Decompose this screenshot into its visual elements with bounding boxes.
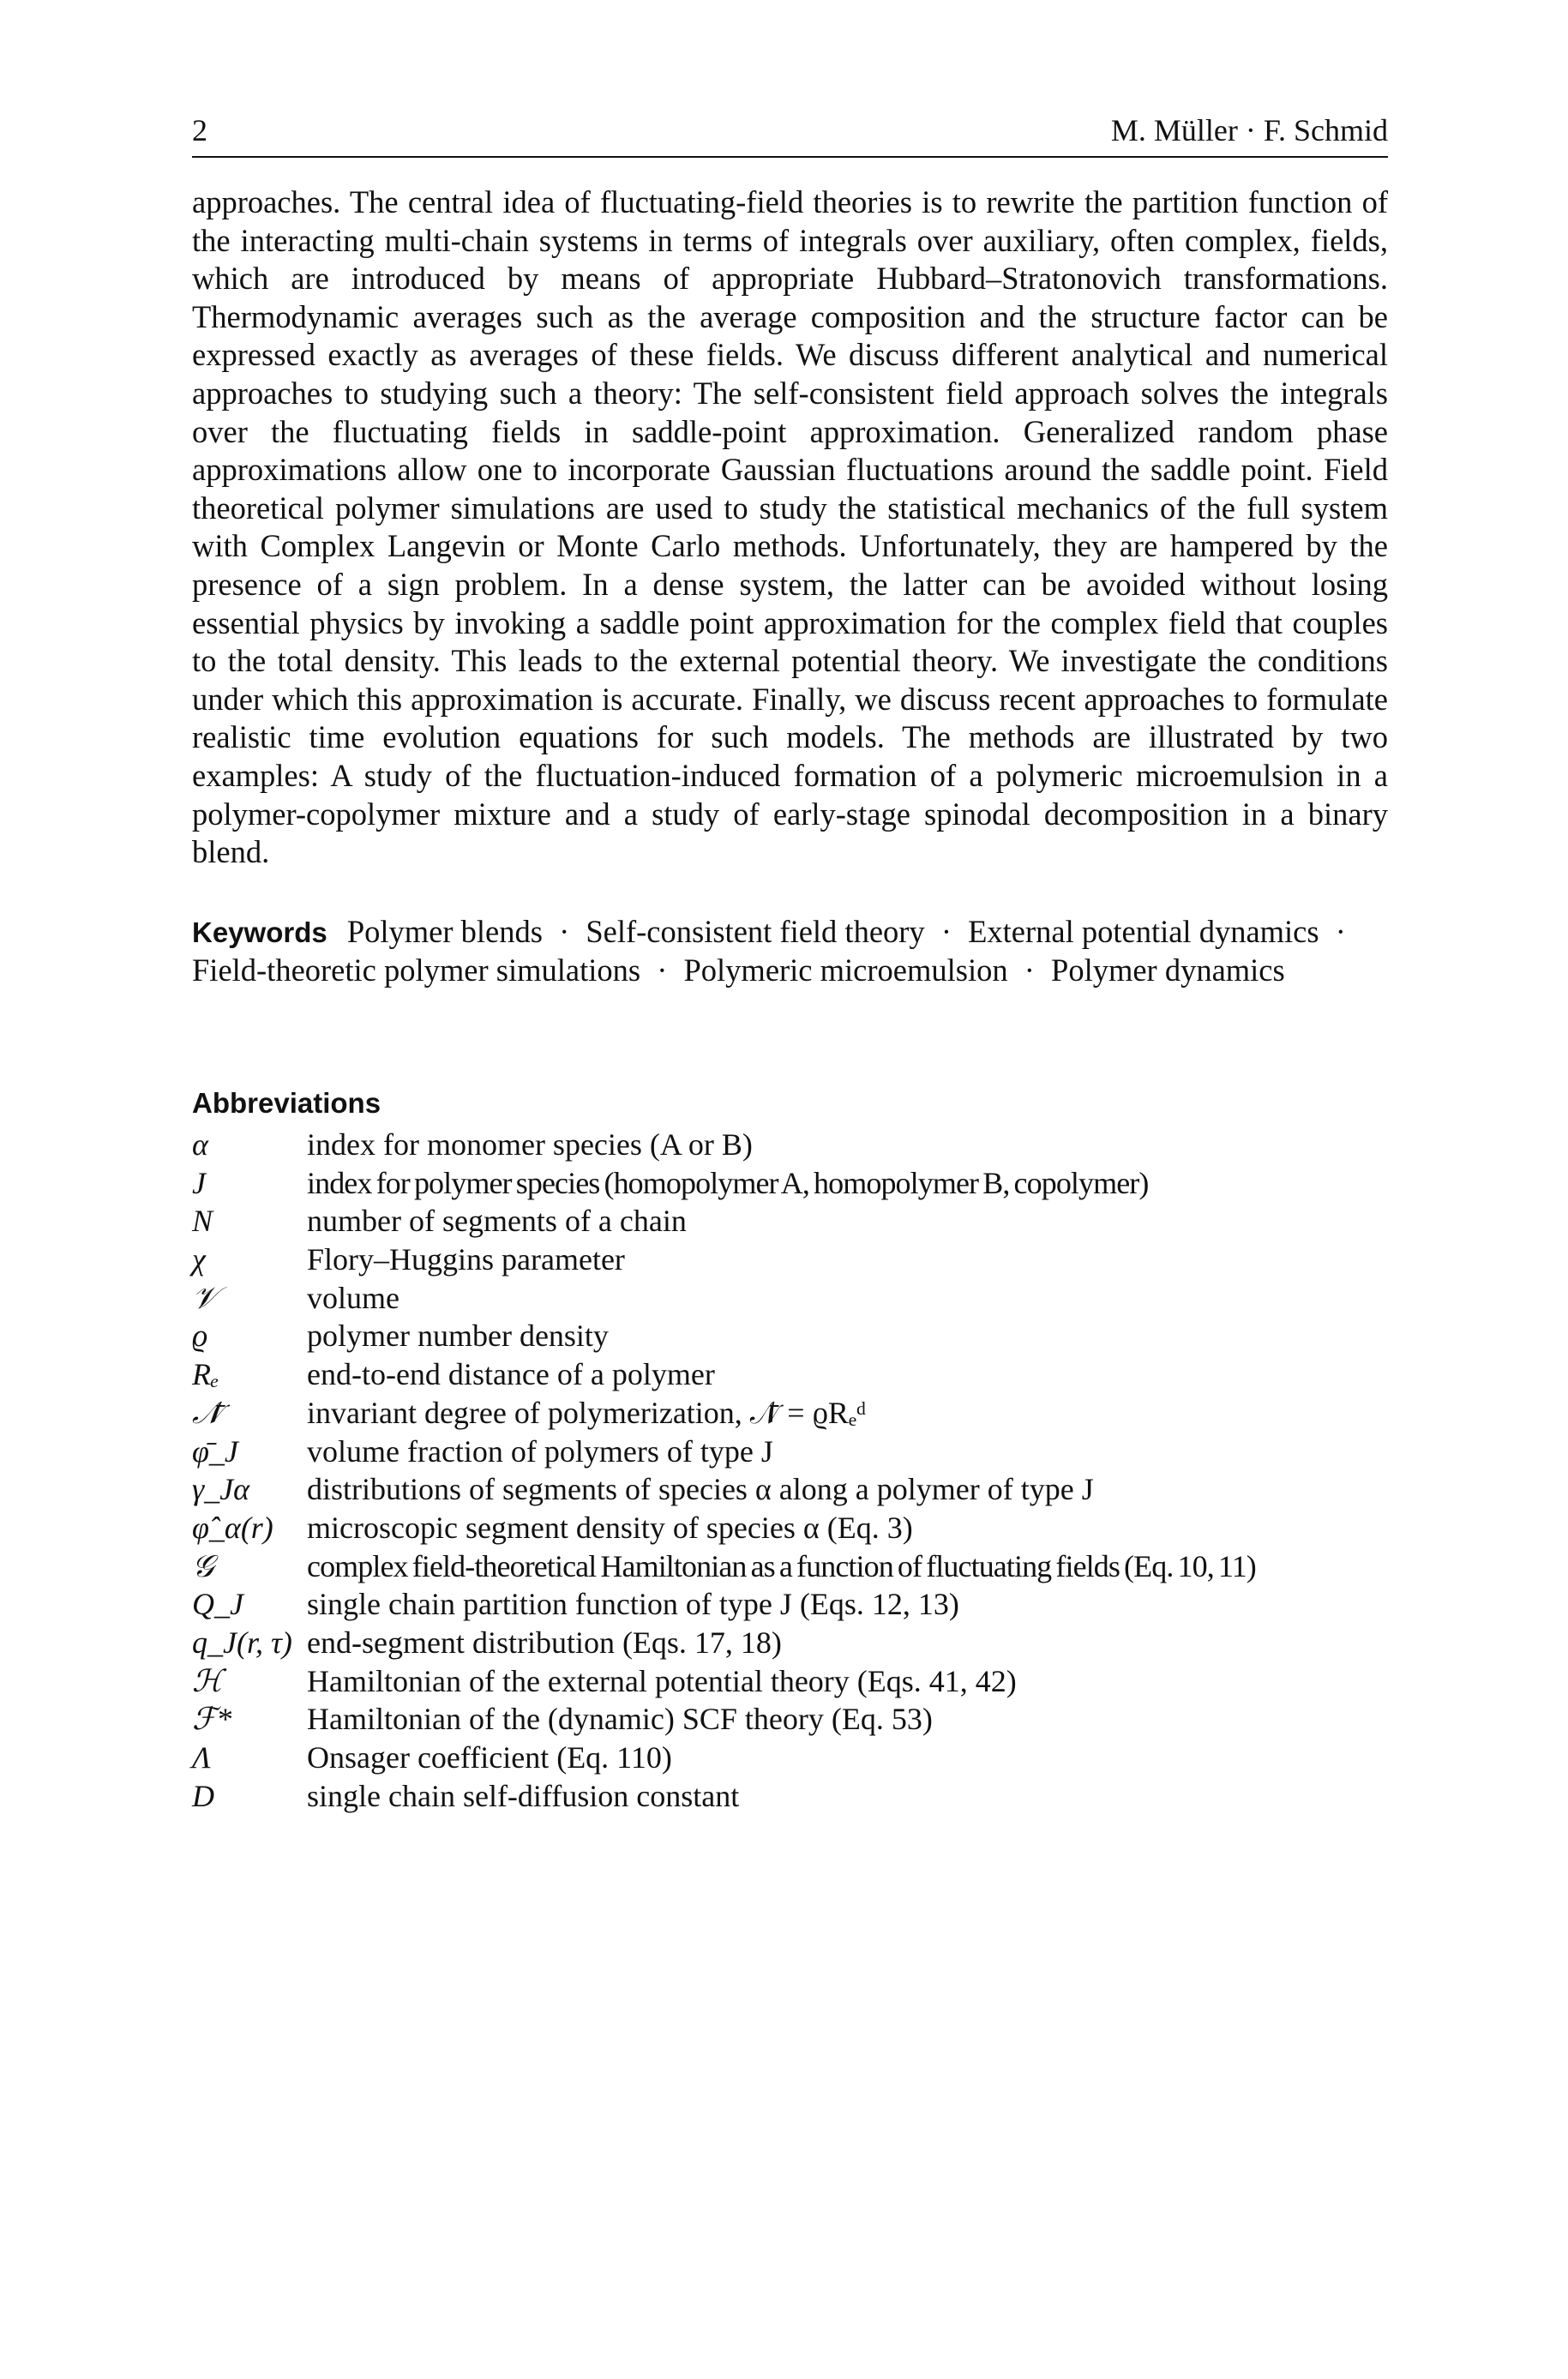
running-head-authors: M. Müller · F. Schmid	[1110, 113, 1388, 147]
abstract-text: approaches. The central idea of fluctuating-field theories is to rewrite the partition function of the interacting multi-chain systems in terms of integrals over auxiliary, often complex, fields, which are introduced by means of appropriate Hubbard–Stratonovich transformations. Thermodynamic averages such as the average composition and the structure factor can be expressed exactly as averages of these fields. We discuss different analytical and numerical approaches to studying such a theory: The self-consistent field approach solves the integrals over the fluctuating fields in saddle-point approximation. Generalized random phase approximations allow one to incorporate Gaussian fluctuations around the saddle point. Field theoretical polymer simulations are used to study the statistical mechanics of the full system with Complex Langevin or Monte Carlo methods. Unfortunately, they are hampered by the presence of a sign problem. In a dense system, the latter can be avoided without losing essential physics by invoking a saddle point approximation for the complex field that couples to the total density. This leads to the external potential theory. We investigate the conditions under which this approximation is accurate. Finally, we discuss recent approaches to formulate realistic time evolution equations for such models. The methods are illustrated by two examples: A study of the fluctuation-induced formation of a polymeric microemulsion in a polymer-copolymer mixture and a study of early-stage spinodal decomposition in a binary blend.	[192, 184, 1388, 870]
abbreviation-symbol: ϱ	[192, 1319, 208, 1354]
abbreviation-definition: complex field-theoretical Hamiltonian as a function of fluctuating fields (Eq. 10, 11)	[307, 1548, 1256, 1583]
abbreviation-definition: single chain self-diffusion constant	[307, 1778, 740, 1813]
abbreviation-symbol: φ̂_α(r)	[192, 1510, 273, 1545]
abbreviation-row	[192, 1547, 1388, 1586]
abbreviation-row	[192, 1355, 1388, 1394]
abbreviation-definition: index for monomer species (A or B)	[307, 1126, 753, 1162]
abbreviation-symbol: ℋ	[192, 1663, 223, 1698]
abbreviation-row	[192, 1126, 1388, 1164]
keyword-item: Polymer blends	[346, 913, 543, 949]
abbreviation-symbol: 𝒩̄	[192, 1395, 222, 1430]
keyword-item: External potential dynamics	[968, 913, 1319, 949]
abbreviation-row	[192, 1433, 1388, 1471]
abbreviation-row	[192, 1662, 1388, 1701]
abbreviation-row	[192, 1470, 1388, 1509]
running-header	[192, 111, 1388, 158]
abbreviation-row	[192, 1739, 1388, 1777]
abbreviation-symbol: J	[192, 1165, 206, 1200]
abbreviation-symbol: N	[192, 1204, 213, 1239]
abbreviation-row	[192, 1164, 1388, 1203]
abbreviation-symbol: Q_J	[192, 1587, 243, 1622]
abbreviation-row	[192, 1585, 1388, 1624]
abbreviation-definition: Onsager coefficient (Eq. 110)	[307, 1740, 672, 1775]
keyword-item: Polymeric microemulsion	[683, 952, 1008, 988]
abbreviation-definition: volume fraction of polymers of type J	[307, 1433, 773, 1469]
abbreviation-row	[192, 1509, 1388, 1547]
keyword-item: Polymer dynamics	[1051, 952, 1285, 988]
abbreviation-row	[192, 1202, 1388, 1241]
keyword-separator: ·	[559, 913, 570, 949]
abbreviation-row	[192, 1700, 1388, 1739]
keywords-label: Keywords	[192, 916, 327, 948]
abbreviation-symbol: 𝒢	[192, 1548, 214, 1583]
abbreviation-symbol: Rₑ	[192, 1357, 219, 1392]
abbreviation-symbol: ℱ*	[192, 1702, 232, 1737]
keywords-section	[192, 913, 1388, 990]
abbreviation-definition: number of segments of a chain	[307, 1204, 687, 1239]
abbreviation-row	[192, 1777, 1388, 1816]
keyword-separator: ·	[940, 913, 952, 949]
keyword-item: Field-theoretic polymer simulations	[192, 952, 641, 988]
abbreviation-definition: end-segment distribution (Eqs. 17, 18)	[307, 1625, 782, 1661]
keyword-separator: ·	[657, 952, 668, 988]
abbreviation-symbol: χ	[192, 1241, 206, 1277]
abbreviation-definition: single chain partition function of type J (Eqs. 12, 13)	[307, 1587, 959, 1622]
abbreviation-symbol: Λ	[192, 1740, 211, 1775]
keyword-item: Self-consistent field theory	[586, 913, 925, 949]
abbreviation-row	[192, 1317, 1388, 1355]
abbreviation-row	[192, 1279, 1388, 1318]
abbreviation-symbol: γ_Jα	[192, 1472, 250, 1507]
abbreviation-definition: microscopic segment density of species α (Eq. 3)	[307, 1510, 913, 1545]
abbreviation-definition: polymer number density	[307, 1319, 609, 1354]
abbreviation-definition: invariant degree of polymerization, 𝒩̄ = ϱRₑᵈ	[307, 1395, 867, 1430]
abbreviation-definition: Hamiltonian of the external potential theory (Eqs. 41, 42)	[307, 1663, 1017, 1698]
abbreviation-definition: end-to-end distance of a polymer	[307, 1357, 715, 1392]
abbreviation-row	[192, 1624, 1388, 1662]
abbreviations-list	[192, 1126, 1388, 1816]
abbreviation-symbol: D	[192, 1778, 214, 1813]
abbreviation-symbol: φ̄_J	[192, 1433, 238, 1469]
abbreviation-symbol: q_J(r, τ)	[192, 1625, 292, 1661]
abbreviations-heading: Abbreviations	[192, 1086, 381, 1119]
abbreviation-definition: Hamiltonian of the (dynamic) SCF theory (Eq. 53)	[307, 1702, 933, 1737]
abbreviation-symbol: 𝒱	[192, 1280, 218, 1315]
abbreviation-row	[192, 1394, 1388, 1433]
abbreviation-definition: Flory–Huggins parameter	[307, 1241, 625, 1277]
page	[192, 111, 1388, 1816]
abbreviation-definition: index for polymer species (homopolymer A, homopolymer B, copolymer)	[307, 1165, 1149, 1200]
abbreviation-row	[192, 1241, 1388, 1279]
keyword-separator: ·	[1024, 952, 1035, 988]
keyword-separator: ·	[1335, 913, 1346, 949]
page-number: 2	[192, 113, 207, 147]
abbreviation-definition: volume	[307, 1280, 400, 1315]
abbreviation-symbol: α	[192, 1126, 208, 1162]
abbreviation-definition: distributions of segments of species α along a polymer of type J	[307, 1472, 1094, 1507]
